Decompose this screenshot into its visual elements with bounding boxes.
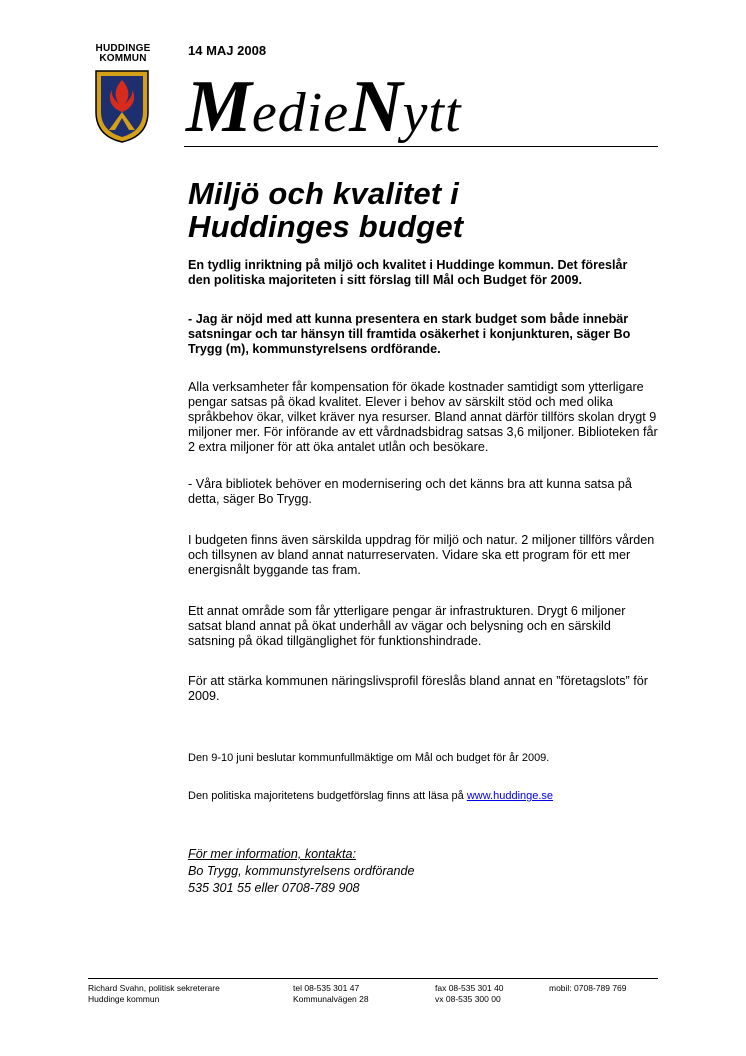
masthead-n: N	[349, 66, 403, 148]
municipality-name	[88, 44, 158, 64]
decision-note: Den 9-10 juni beslutar kommunfullmäktige om Mål och budget för år 2009.	[188, 752, 550, 764]
footer-sender-name: Richard Svahn, politisk sekreterare	[88, 983, 220, 993]
huddinge-website-link[interactable]: www.huddinge.se	[466, 790, 554, 802]
contact-block	[188, 846, 588, 897]
footer-sender	[88, 983, 220, 1005]
footer-address: Kommunalvägen 28	[293, 994, 369, 1004]
masthead-title	[186, 66, 462, 148]
footer-sender-org: Huddinge kommun	[88, 994, 160, 1004]
footer-fax-switchboard	[435, 983, 504, 1005]
body-paragraph-4: För att stärka kommunen näringslivsprofil föreslås bland annat en ”företagslots” för 2009.	[188, 674, 648, 703]
logo-line-1: HUDDINGE	[95, 43, 151, 54]
body-paragraph-3: Ett annat område som får ytterligare pengar är infrastrukturen. Drygt 6 miljoner satsat bland annat på ökat underhåll av vägar och belysning och en särskild satsning på ökad tillgänglighet för funktionshindrade.	[188, 604, 626, 648]
huddinge-crest-icon	[93, 68, 151, 144]
masthead-edie: edie	[251, 82, 350, 144]
footer-switchboard: vx 08-535 300 00	[435, 994, 501, 1004]
masthead-ytt: ytt	[402, 82, 462, 144]
contact-phones: 535 301 55 eller 0708-789 908	[188, 881, 360, 895]
footer-rule	[88, 978, 658, 979]
contact-heading: För mer information, kontakta:	[188, 847, 356, 861]
footer-mobile-number: mobil: 0708-789 769	[549, 983, 627, 993]
contact-person: Bo Trygg, kommunstyrelsens ordförande	[188, 864, 415, 878]
logo-line-2: KOMMUN	[99, 53, 147, 64]
lead-paragraph-1: En tydlig inriktning på miljö och kvalitet i Huddinge kommun. Det föreslår den politiska majoriteten i sitt förslag till Mål och Budget för 2009.	[188, 258, 628, 287]
masthead-rule	[184, 146, 658, 147]
body-paragraph-2: I budgeten finns även särskilda uppdrag för miljö och natur. 2 miljoner tillförs vården och tillsynen av bland annat naturreservaten. Vidare ska ett program för ett mer energisnålt byggande tas fram.	[188, 533, 655, 577]
footer-phone-address	[293, 983, 369, 1005]
body-paragraph-1: Alla verksamheter får kompensation för ökade kostnader samtidigt som ytterligare pengar satsas på ökad kvalitet. Elever i behov av särskilt stöd och med olika språkbehov ökar, vilket kräver nya resurser. Bland annat därför tillförs skolan drygt 9 miljoner mer. För införande av ett vårdnadsbidrag satsas 3,6 miljoner. Biblioteken får 2 extra miljoner för att öka antalet utlån och besökare.	[188, 380, 658, 454]
body-paragraph-1-quote: - Våra bibliotek behöver en modernisering och det känns bra att kunna satsa på detta, säger Bo Trygg.	[188, 477, 632, 506]
masthead-m: M	[186, 66, 252, 148]
footer-mobile	[549, 983, 627, 994]
publication-date: 14 MAJ 2008	[188, 43, 267, 58]
budget-link-text: Den politiska majoritetens budgetförslag finns att läsa på	[188, 790, 467, 802]
footer-fax: fax 08-535 301 40	[435, 983, 504, 993]
budget-link-note	[188, 789, 658, 803]
article-headline: Miljö och kvalitet i Huddinges budget	[188, 176, 464, 244]
lead-paragraph-2: - Jag är nöjd med att kunna presentera en stark budget som både innebär satsningar och tar hänsyn till framtida osäkerhet i konjunkturen, säger Bo Trygg (m), kommunstyrelsens ordförande.	[188, 312, 631, 356]
footer-tel: tel 08-535 301 47	[293, 983, 360, 993]
